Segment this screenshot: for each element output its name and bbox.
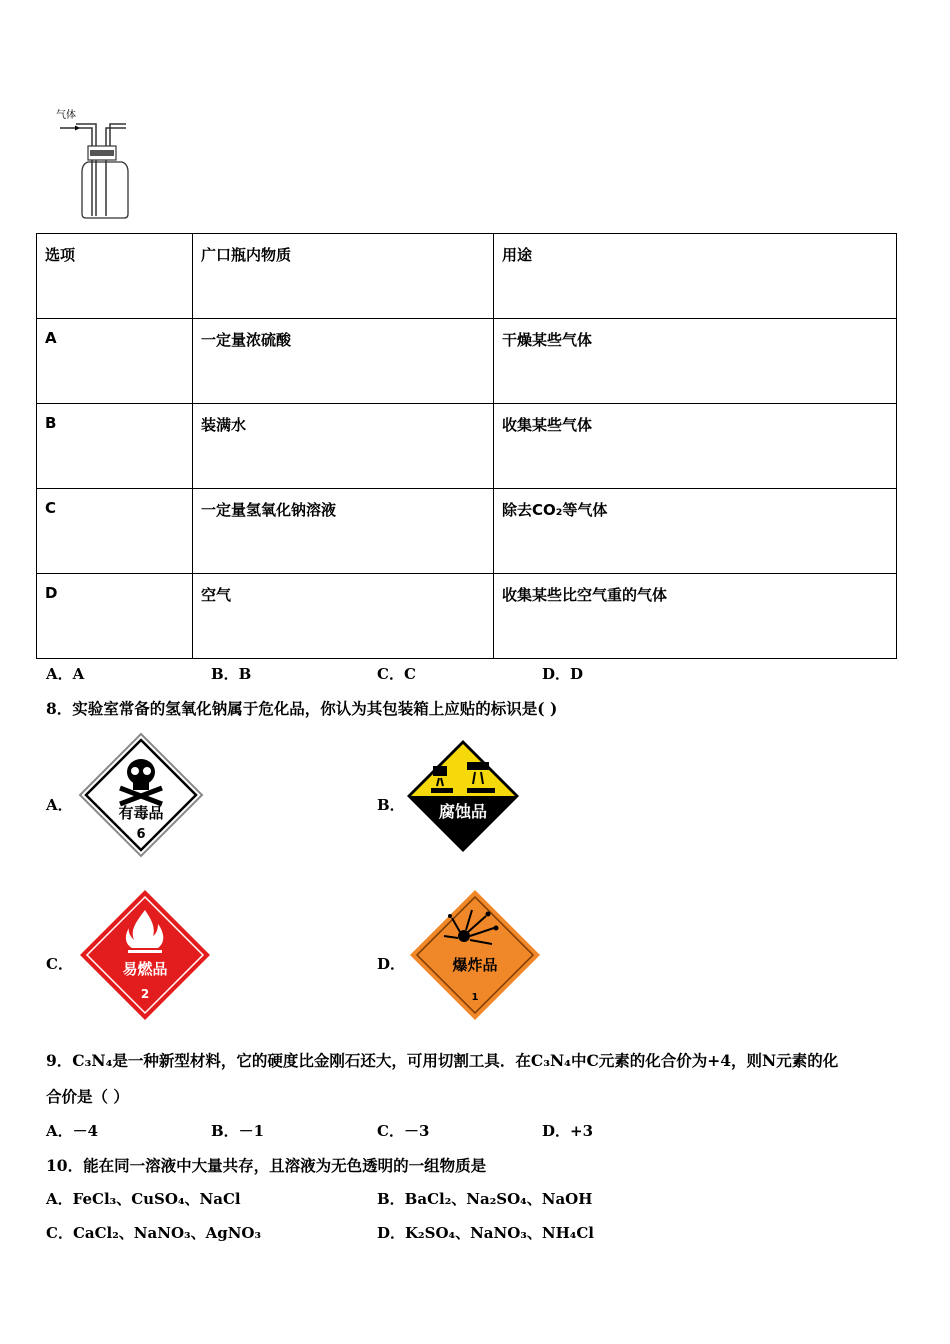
table-cell: C: [37, 489, 193, 574]
explosive-sign-icon: [408, 888, 542, 1022]
table-cell: 一定量氢氧化钠溶液: [193, 489, 494, 574]
table-cell: D: [37, 574, 193, 659]
q8-option-c[interactable]: [78, 888, 212, 1026]
q9-option-b[interactable]: B．－1: [211, 1122, 265, 1140]
q10-option-c[interactable]: C．CaCl₂、NaNO₃、AgNO₃: [46, 1224, 262, 1242]
q10-option-a[interactable]: A．FeCl₃、CuSO₄、NaCl: [46, 1190, 241, 1208]
toxic-sign-icon: [78, 732, 204, 858]
q10-option-b[interactable]: B．BaCl₂、Na₂SO₄、NaOH: [377, 1190, 593, 1208]
q8-option-c-letter[interactable]: C．: [46, 955, 73, 973]
sign-text: 易燃品: [122, 960, 168, 978]
gas-bottle-icon: [52, 106, 142, 224]
table-cell: 装满水: [193, 404, 494, 489]
table-cell: 用途: [494, 234, 897, 319]
q8-option-a-letter[interactable]: A．: [46, 796, 73, 814]
sign-text: 爆炸品: [452, 956, 498, 974]
q9-stem-line1: 9．C₃N₄是一种新型材料，它的硬度比金刚石还大，可用切割工具．在C₃N₄中C元素的化合价为+4，则N元素的化: [46, 1051, 839, 1070]
table-row: [37, 319, 897, 404]
q8-option-a[interactable]: [78, 732, 204, 862]
table-cell: 干燥某些气体: [494, 319, 897, 404]
q9-stem-line2: 合价是（ ）: [46, 1087, 129, 1106]
q7-option-b[interactable]: B．B: [211, 665, 252, 683]
flammable-sign-icon: [78, 888, 212, 1022]
table-cell: 收集某些气体: [494, 404, 897, 489]
table-row: [37, 489, 897, 574]
q9-option-d[interactable]: D．+3: [542, 1122, 594, 1140]
q10-stem: 10．能在同一溶液中大量共存，且溶液为无色透明的一组物质是: [46, 1156, 487, 1175]
corrosive-sign-icon: [405, 738, 521, 854]
q10-option-d[interactable]: D．K₂SO₄、NaNO₃、NH₄Cl: [377, 1224, 594, 1242]
table-row: [37, 404, 897, 489]
table-cell: 空气: [193, 574, 494, 659]
table-cell: A: [37, 319, 193, 404]
q8-option-d[interactable]: [408, 888, 542, 1026]
q9-option-a[interactable]: A．－4: [46, 1122, 99, 1140]
sign-class-number: 2: [140, 987, 150, 1001]
table-cell: B: [37, 404, 193, 489]
table-cell: 选项: [37, 234, 193, 319]
q9-option-c[interactable]: C．－3: [377, 1122, 430, 1140]
table-cell: 除去CO₂等气体: [494, 489, 897, 574]
table-cell: 收集某些比空气重的气体: [494, 574, 897, 659]
q8-option-b[interactable]: [405, 738, 521, 858]
q7-option-d[interactable]: D．D: [542, 665, 584, 683]
q7-table: [36, 233, 897, 659]
q8-option-b-letter[interactable]: B．: [377, 796, 405, 814]
q7-option-a[interactable]: A．A: [46, 665, 85, 683]
sign-class-number: 1: [471, 992, 479, 1003]
table-cell: 广口瓶内物质: [193, 234, 494, 319]
table-row: [37, 574, 897, 659]
q8-option-d-letter[interactable]: D．: [377, 955, 406, 973]
gas-bottle-figure: [52, 106, 142, 224]
sign-class-number: 6: [136, 827, 146, 842]
table-header-row: [37, 234, 897, 319]
sign-text: 腐蚀品: [438, 802, 488, 821]
q7-option-c[interactable]: C．C: [377, 665, 416, 683]
table-cell: 一定量浓硫酸: [193, 319, 494, 404]
bottle-gas-label: 气体: [56, 110, 76, 121]
q8-stem: 8．实验室常备的氢氧化钠属于危化品，你认为其包装箱上应贴的标识是( ): [46, 699, 558, 718]
sign-text: 有毒品: [118, 804, 164, 822]
